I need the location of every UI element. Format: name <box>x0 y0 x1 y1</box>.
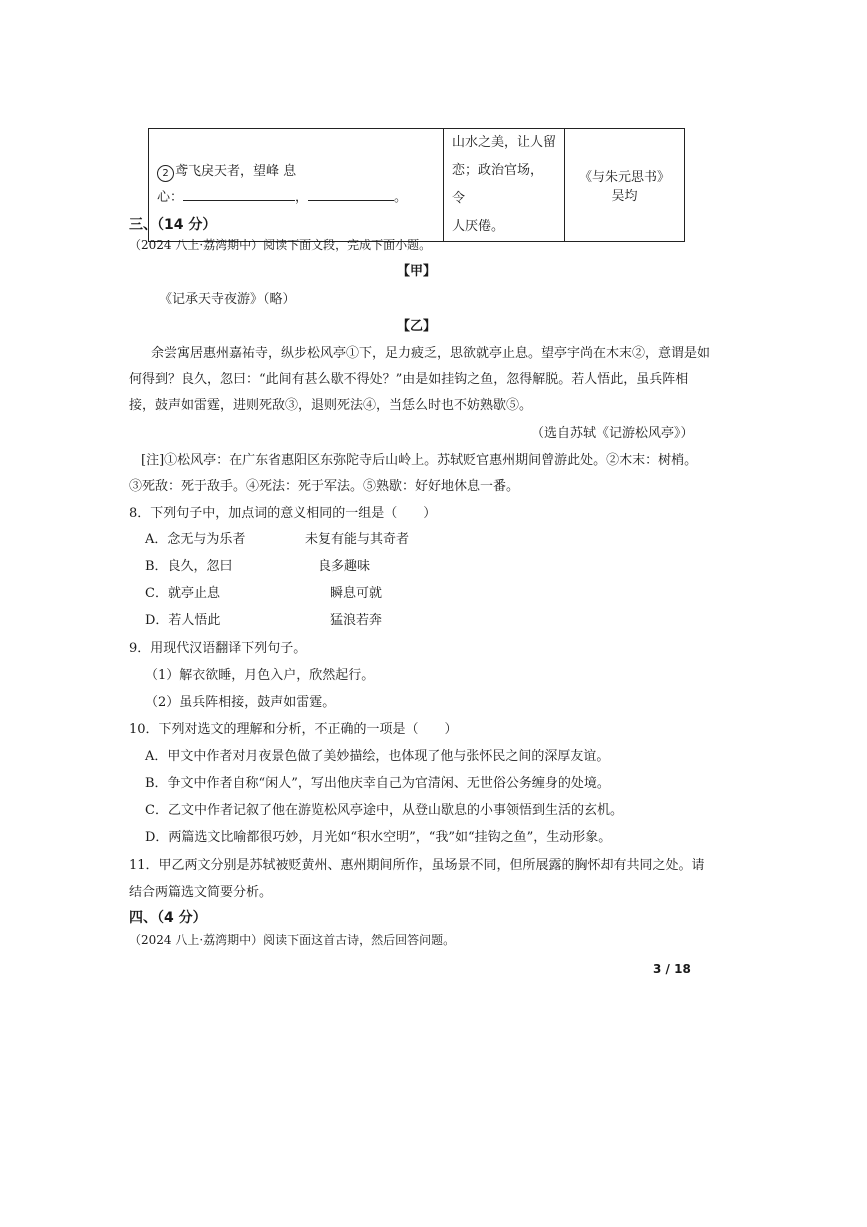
annotation-line: ③死敌：死于敌手。④死法：死于军法。⑤熟歇：好好地休息一番。 <box>129 479 520 494</box>
option-label: D．若人悟此 <box>145 613 221 628</box>
option-pair: 猛浪若奔 <box>330 613 383 628</box>
passage-yi-line: 接，鼓声如雷霆，进则死敌③，退则死法④，当恁么时也不妨熟歇⑤。 <box>129 398 533 413</box>
option-label: A．念无与为乐者 <box>145 532 246 547</box>
passage-label-yi: 【乙】 <box>397 319 437 334</box>
question-11-line: 11．甲乙两文分别是苏轼被贬黄州、惠州期间所作，虽场景不同，但所展露的胸怀却有共同之处。请 <box>129 858 705 873</box>
question-9-stem: 9．用现代汉语翻译下列句子。 <box>129 641 307 656</box>
passage-label-jia: 【甲】 <box>397 264 437 279</box>
passage-yi-line: 何得到？良久，忽曰：“此间有甚么歇不得处？”由是如挂钩之鱼，忽得解脱。若人悟此，虽兵阵相 <box>129 372 689 387</box>
question-source: （2024 八上·荔湾期中）阅读下面文段，完成下面小题。 <box>129 238 432 252</box>
table-cell-quote: 2 鸢飞戾天者，望峰 息 心： ， 。 <box>149 129 444 242</box>
option-line: C．乙文中作者记叙了他在游览松风亭途中，从登山歇息的小事领悟到生活的玄机。 <box>145 803 623 818</box>
question-source: （2024 八上·荔湾期中）阅读下面这首古诗，然后回答问题。 <box>129 933 456 947</box>
section-heading: 四、（4 分） <box>129 910 207 926</box>
question-8-stem: 8．下列句子中，加点词的意义相同的一组是（ ） <box>129 506 437 521</box>
section-heading: 三、（14 分） <box>129 217 217 233</box>
option-label: B．良久，忽曰 <box>145 559 233 574</box>
page-number: 3 / 18 <box>653 962 691 976</box>
table-cell-feeling: 山水之美，让人留 恋；政治官场， 令 人厌倦。 <box>444 129 565 242</box>
passage-yi-line: 余尝寓居惠州嘉祐寺，纵步松风亭①下，足力疲乏，思欲就亭止息。望亭宇尚在木末②，意谓是如 <box>151 346 711 361</box>
option-pair: 瞬息可就 <box>330 586 383 601</box>
question-11-line: 结合两篇选文简要分析。 <box>129 885 273 900</box>
passage-yi-source: （选自苏轼《记游松风亭》） <box>531 426 694 441</box>
answer-table <box>148 128 685 242</box>
fill-blank[interactable] <box>183 188 295 201</box>
table-cell-source: 《与朱元思书》吴均 <box>565 129 685 242</box>
option-pair: 良多趣味 <box>318 559 371 574</box>
table-row <box>149 129 685 242</box>
option-pair: 未复有能与其奇者 <box>305 532 410 547</box>
question-9-item: （2）虽兵阵相接，鼓声如雷霆。 <box>145 695 336 710</box>
annotation-line: [注]①松风亭：在广东省惠阳区东弥陀寺后山岭上。苏轼贬官惠州期间曾游此处。②木末：树梢。 <box>141 453 698 468</box>
circled-number: 2 <box>157 165 174 182</box>
question-10-stem: 10．下列对选文的理解和分析，不正确的一项是（ ） <box>129 722 458 737</box>
option-line: A．甲文中作者对月夜景色做了美妙描绘，也体现了他与张怀民之间的深厚友谊。 <box>145 749 610 764</box>
option-line: D．两篇选文比喻都很巧妙，月光如“积水空明”，“我”如“挂钩之鱼”，生动形象。 <box>145 830 612 845</box>
fill-blank[interactable] <box>308 188 394 201</box>
passage-jia-text: 《记承天寺夜游》（略） <box>159 292 296 307</box>
question-9-item: （1）解衣欲睡，月色入户，欣然起行。 <box>145 668 375 683</box>
option-label: C．就亭止息 <box>145 586 220 601</box>
option-line: B．争文中作者自称“闲人”，写出他庆幸自己为官清闲、无世俗公务缠身的处境。 <box>145 776 610 791</box>
